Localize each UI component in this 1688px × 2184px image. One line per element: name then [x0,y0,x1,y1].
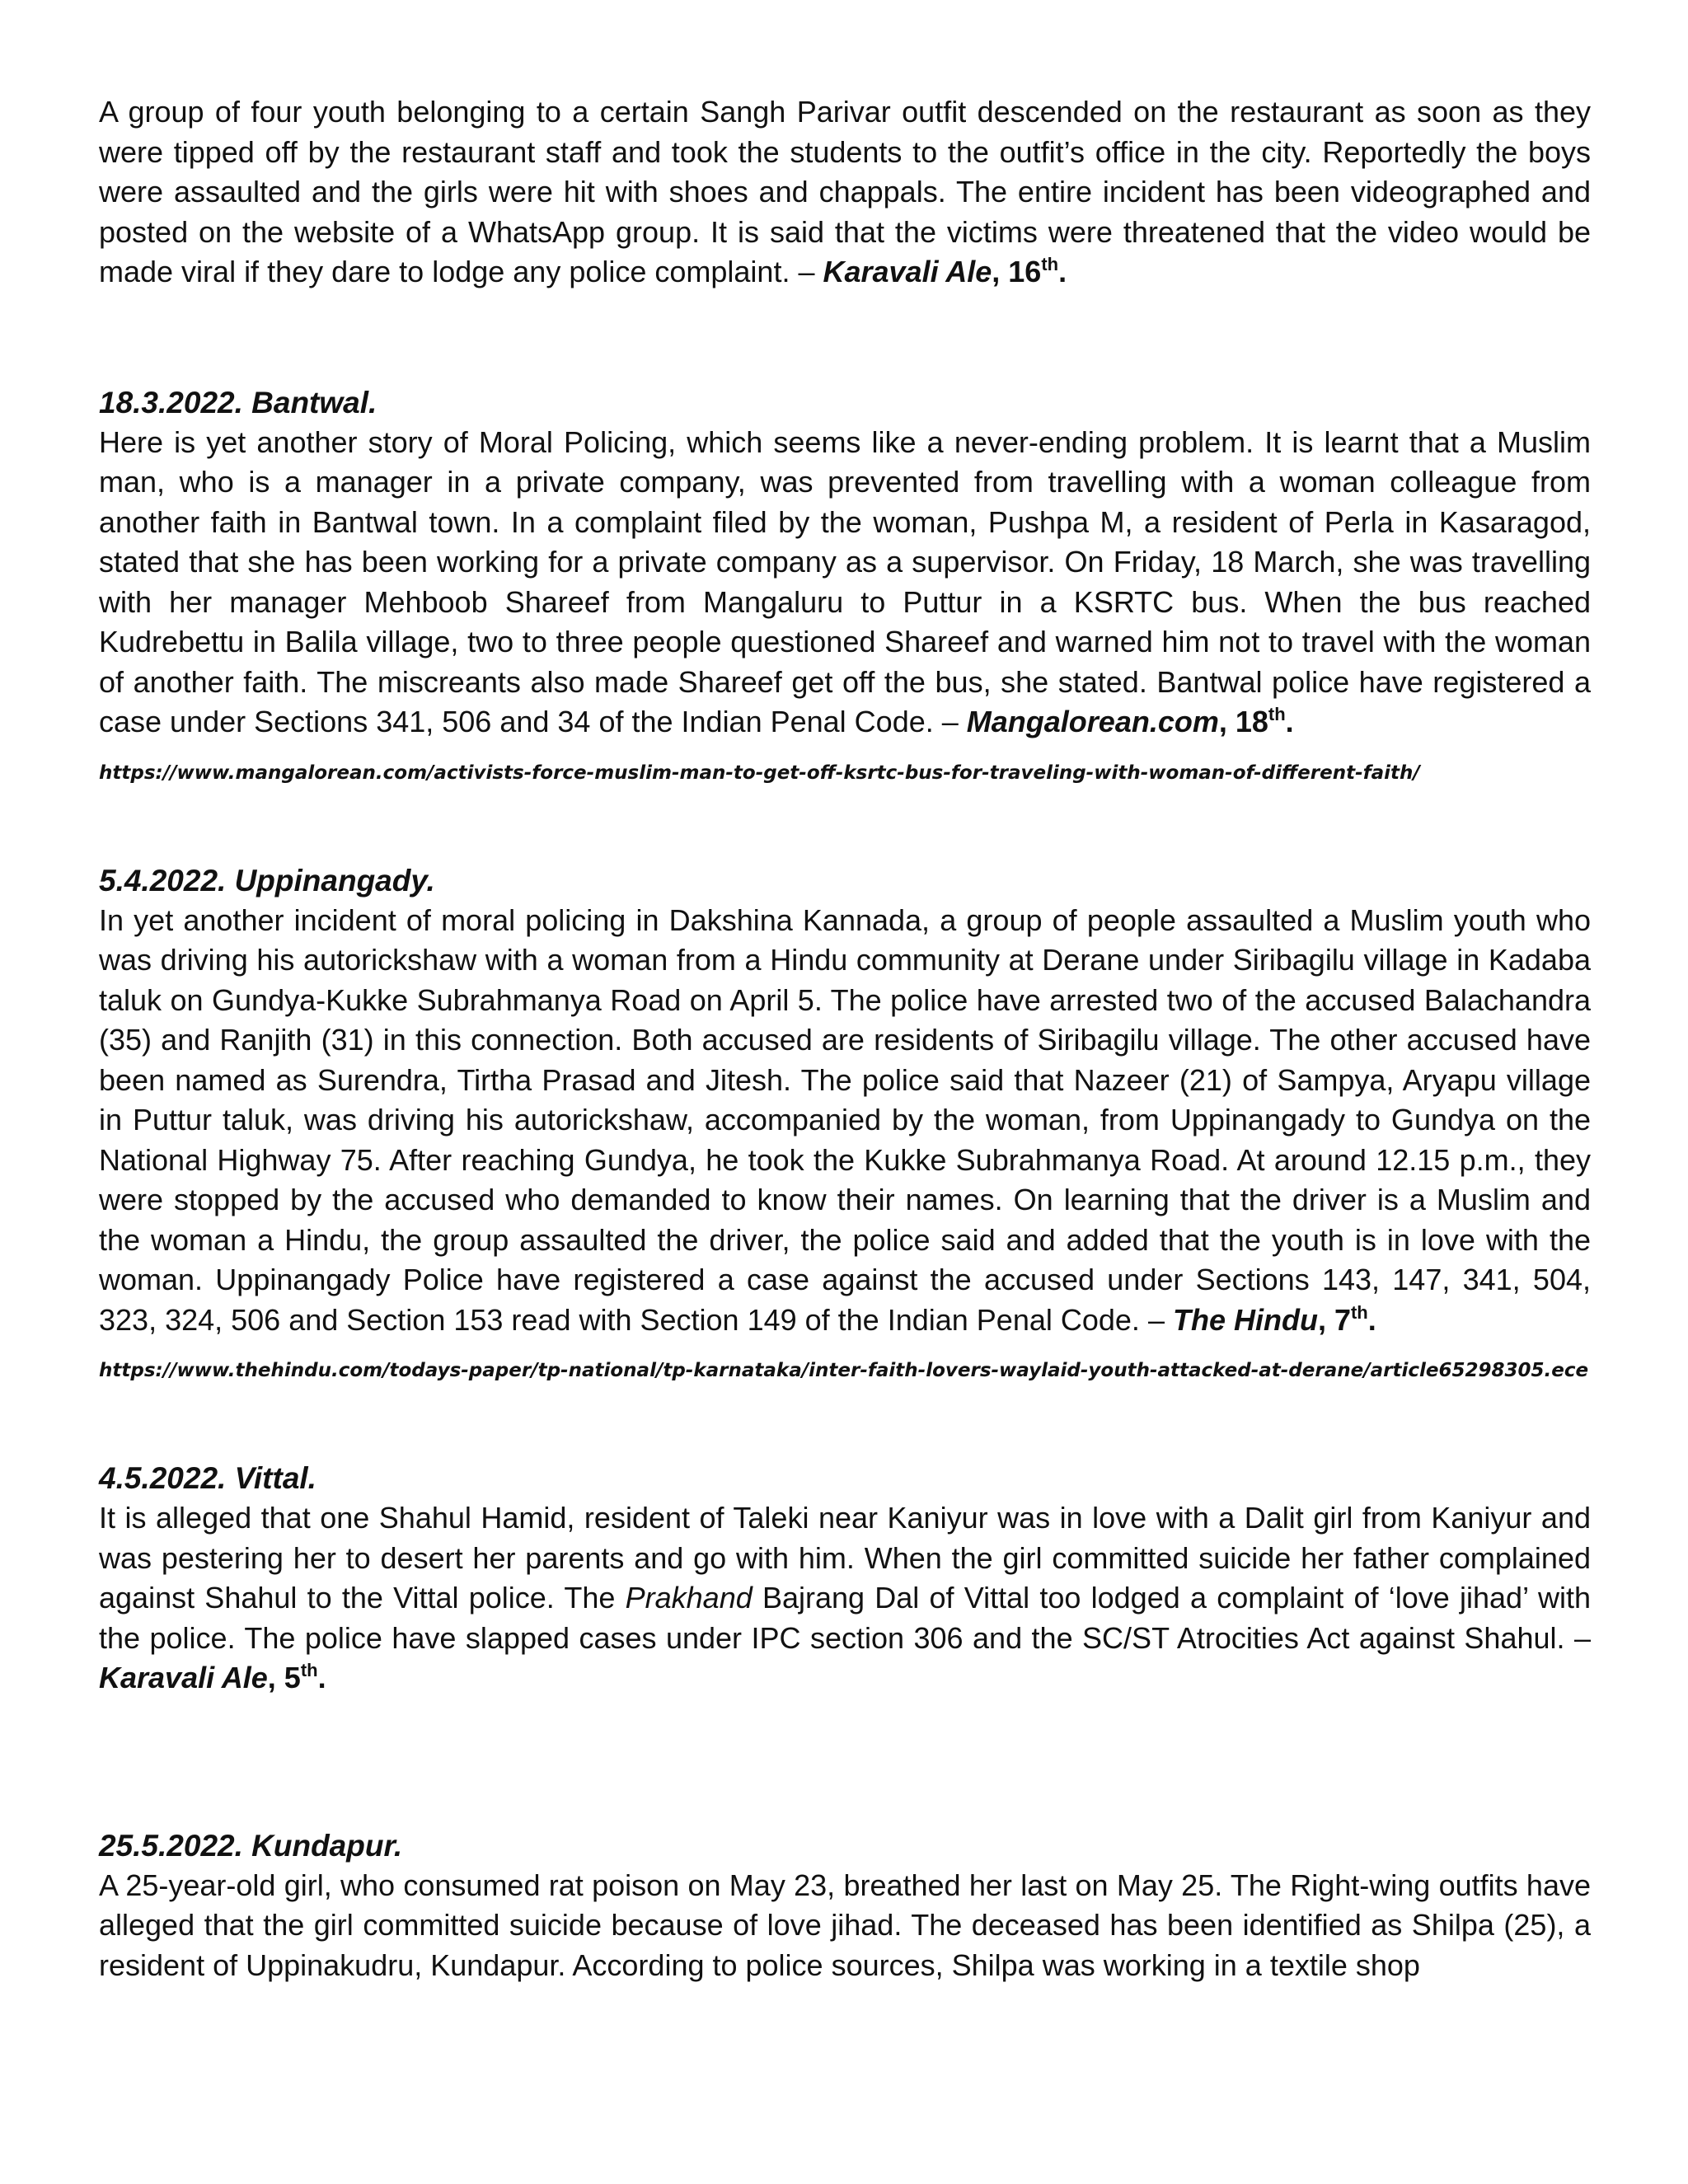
intro-source: Karavali Ale [823,255,992,288]
entry-italic-word: Prakhand [625,1581,753,1615]
entry-heading: 4.5.2022. Vittal. [99,1461,316,1495]
entry-day: , 5 [267,1661,301,1694]
entry-source: Mangalorean.com [966,705,1219,738]
entry-day: , 18 [1218,705,1268,738]
entry-text: A 25-year-old girl, who consumed rat poison on May 23, breathed her last on May 25. The Right-wing outfits have alleged that the girl committed suicide because of love jihad. The deceased has been identified as Shilpa (25), a resident of Uppinakudru, Kundapur. According to police sources, Shilpa was working in a textile shop [99,1868,1591,1982]
entry-heading: 5.4.2022. Uppinangady. [99,863,435,898]
entry-day-suffix: th [300,1660,318,1680]
entry-day-suffix: th [1350,1301,1368,1323]
entry-heading: 25.5.2022. Kundapur. [99,1828,403,1863]
entry-period: . [1285,705,1294,738]
entry-heading: 18.3.2022. Bantwal. [99,385,377,419]
intro-period: . [1058,255,1067,288]
entry-body [99,1866,1591,1986]
entry-day: , 7 [1317,1302,1351,1337]
entry-body [99,423,1591,743]
entry-body [99,1498,1591,1699]
entry-period: . [317,1661,326,1694]
entry-source-url: https://www.mangalorean.com/activists-force-muslim-man-to-get-off-ksrtc-bus-for-traveling-with-woman-of-different-faith/ [99,762,1420,784]
entry-period: . [1367,1302,1376,1337]
entry-kundapur [99,1826,1591,1986]
entry-text-b: Bajrang Dal of Vittal too lodged a complaint of ‘love jihad’ with the police. The police have slapped cases under IPC section 306 and the SC/ST Atrocities Act against Shahul. – [99,1581,1591,1655]
entry-bantwal [99,383,1591,785]
intro-day: , 16 [992,255,1042,288]
entry-uppinangady [99,861,1591,1384]
intro-text: A group of four youth belonging to a certain Sangh Parivar outfit descended on the restaurant as soon as they were tipped off by the restaurant staff and took the students to the outfit’s office in the city. Reportedly the boys were assaulted and the girls were hit with shoes and chappals. The entire incident has been videographed and posted on the website of a WhatsApp group. It is said that the victims were threatened that the video would be made viral if they dare to lodge any police complaint. – [99,95,1591,288]
entry-source-url: https://www.thehindu.com/todays-paper/tp-national/tp-karnataka/inter-faith-lovers-waylaid-youth-attacked-at-derane/article65298305.ece [99,1360,1589,1381]
entry-vittal [99,1459,1591,1699]
entry-source: The Hindu [1172,1302,1318,1337]
intro-paragraph [99,92,1591,293]
document-page [99,92,1591,1985]
intro-day-suffix: th [1041,254,1059,274]
entry-text: Here is yet another story of Moral Policing, which seems like a never-ending problem. It is learnt that a Muslim man, who is a manager in a private company, was prevented from travelling with a woman colleague from another faith in Bantwal town. In a complaint filed by the woman, Pushpa M, a resident of Perla in Kasaragod, stated that she has been working for a private company as a supervisor. On Friday, 18 March, she was travelling with her manager Mehboob Shareef from Mangaluru to Puttur in a KSRTC bus. When the bus reached Kudrebettu in Balila village, two to three people questioned Shareef and warned him not to travel with the woman of another faith. The miscreants also made Shareef get off the bus, she stated. Bantwal police have registered a case under Sections 341, 506 and 34 of the Indian Penal Code. – [99,424,1591,738]
entry-body [99,901,1591,1341]
entry-day-suffix: th [1268,704,1286,724]
entry-text-a: It is alleged that one Shahul Hamid, resident of Taleki near Kaniyur was in love with a Dalit girl from Kaniyur and was pestering her to desert her parents and go with him. When the girl committed suicide her father complained against Shahul to the Vittal police. The [99,1501,1591,1615]
entry-text: In yet another incident of moral policing in Dakshina Kannada, a group of people assaulted a Muslim youth who was driving his autorickshaw with a woman from a Hindu community at Derane under Siribagilu village in Kadaba taluk on Gundya-Kukke Subrahmanya Road on April 5. The police have arrested two of the accused Balachandra (35) and Ranjith (31) in this connection. Both accused are residents of Siribagilu village. The other accused have been named as Surendra, Tirtha Prasad and Jitesh. The police said that Nazeer (21) of Sampya, Aryapu village in Puttur taluk, was driving his autorickshaw, accompanied by the woman, from Uppinangady to Gundya on the National Highway 75. After reaching Gundya, he took the Kukke Subrahmanya Road. At around 12.15 p.m., they were stopped by the accused who demanded to know their names. On learning that the driver is a Muslim and the woman a Hindu, the group assaulted the driver, the police said and added that the youth is in love with the woman. Uppinangady Police have registered a case against the accused under Sections 143, 147, 341, 504, 323, 324, 506 and Section 153 read with Section 149 of the Indian Penal Code. – [99,902,1591,1337]
entry-source: Karavali Ale [99,1661,268,1694]
